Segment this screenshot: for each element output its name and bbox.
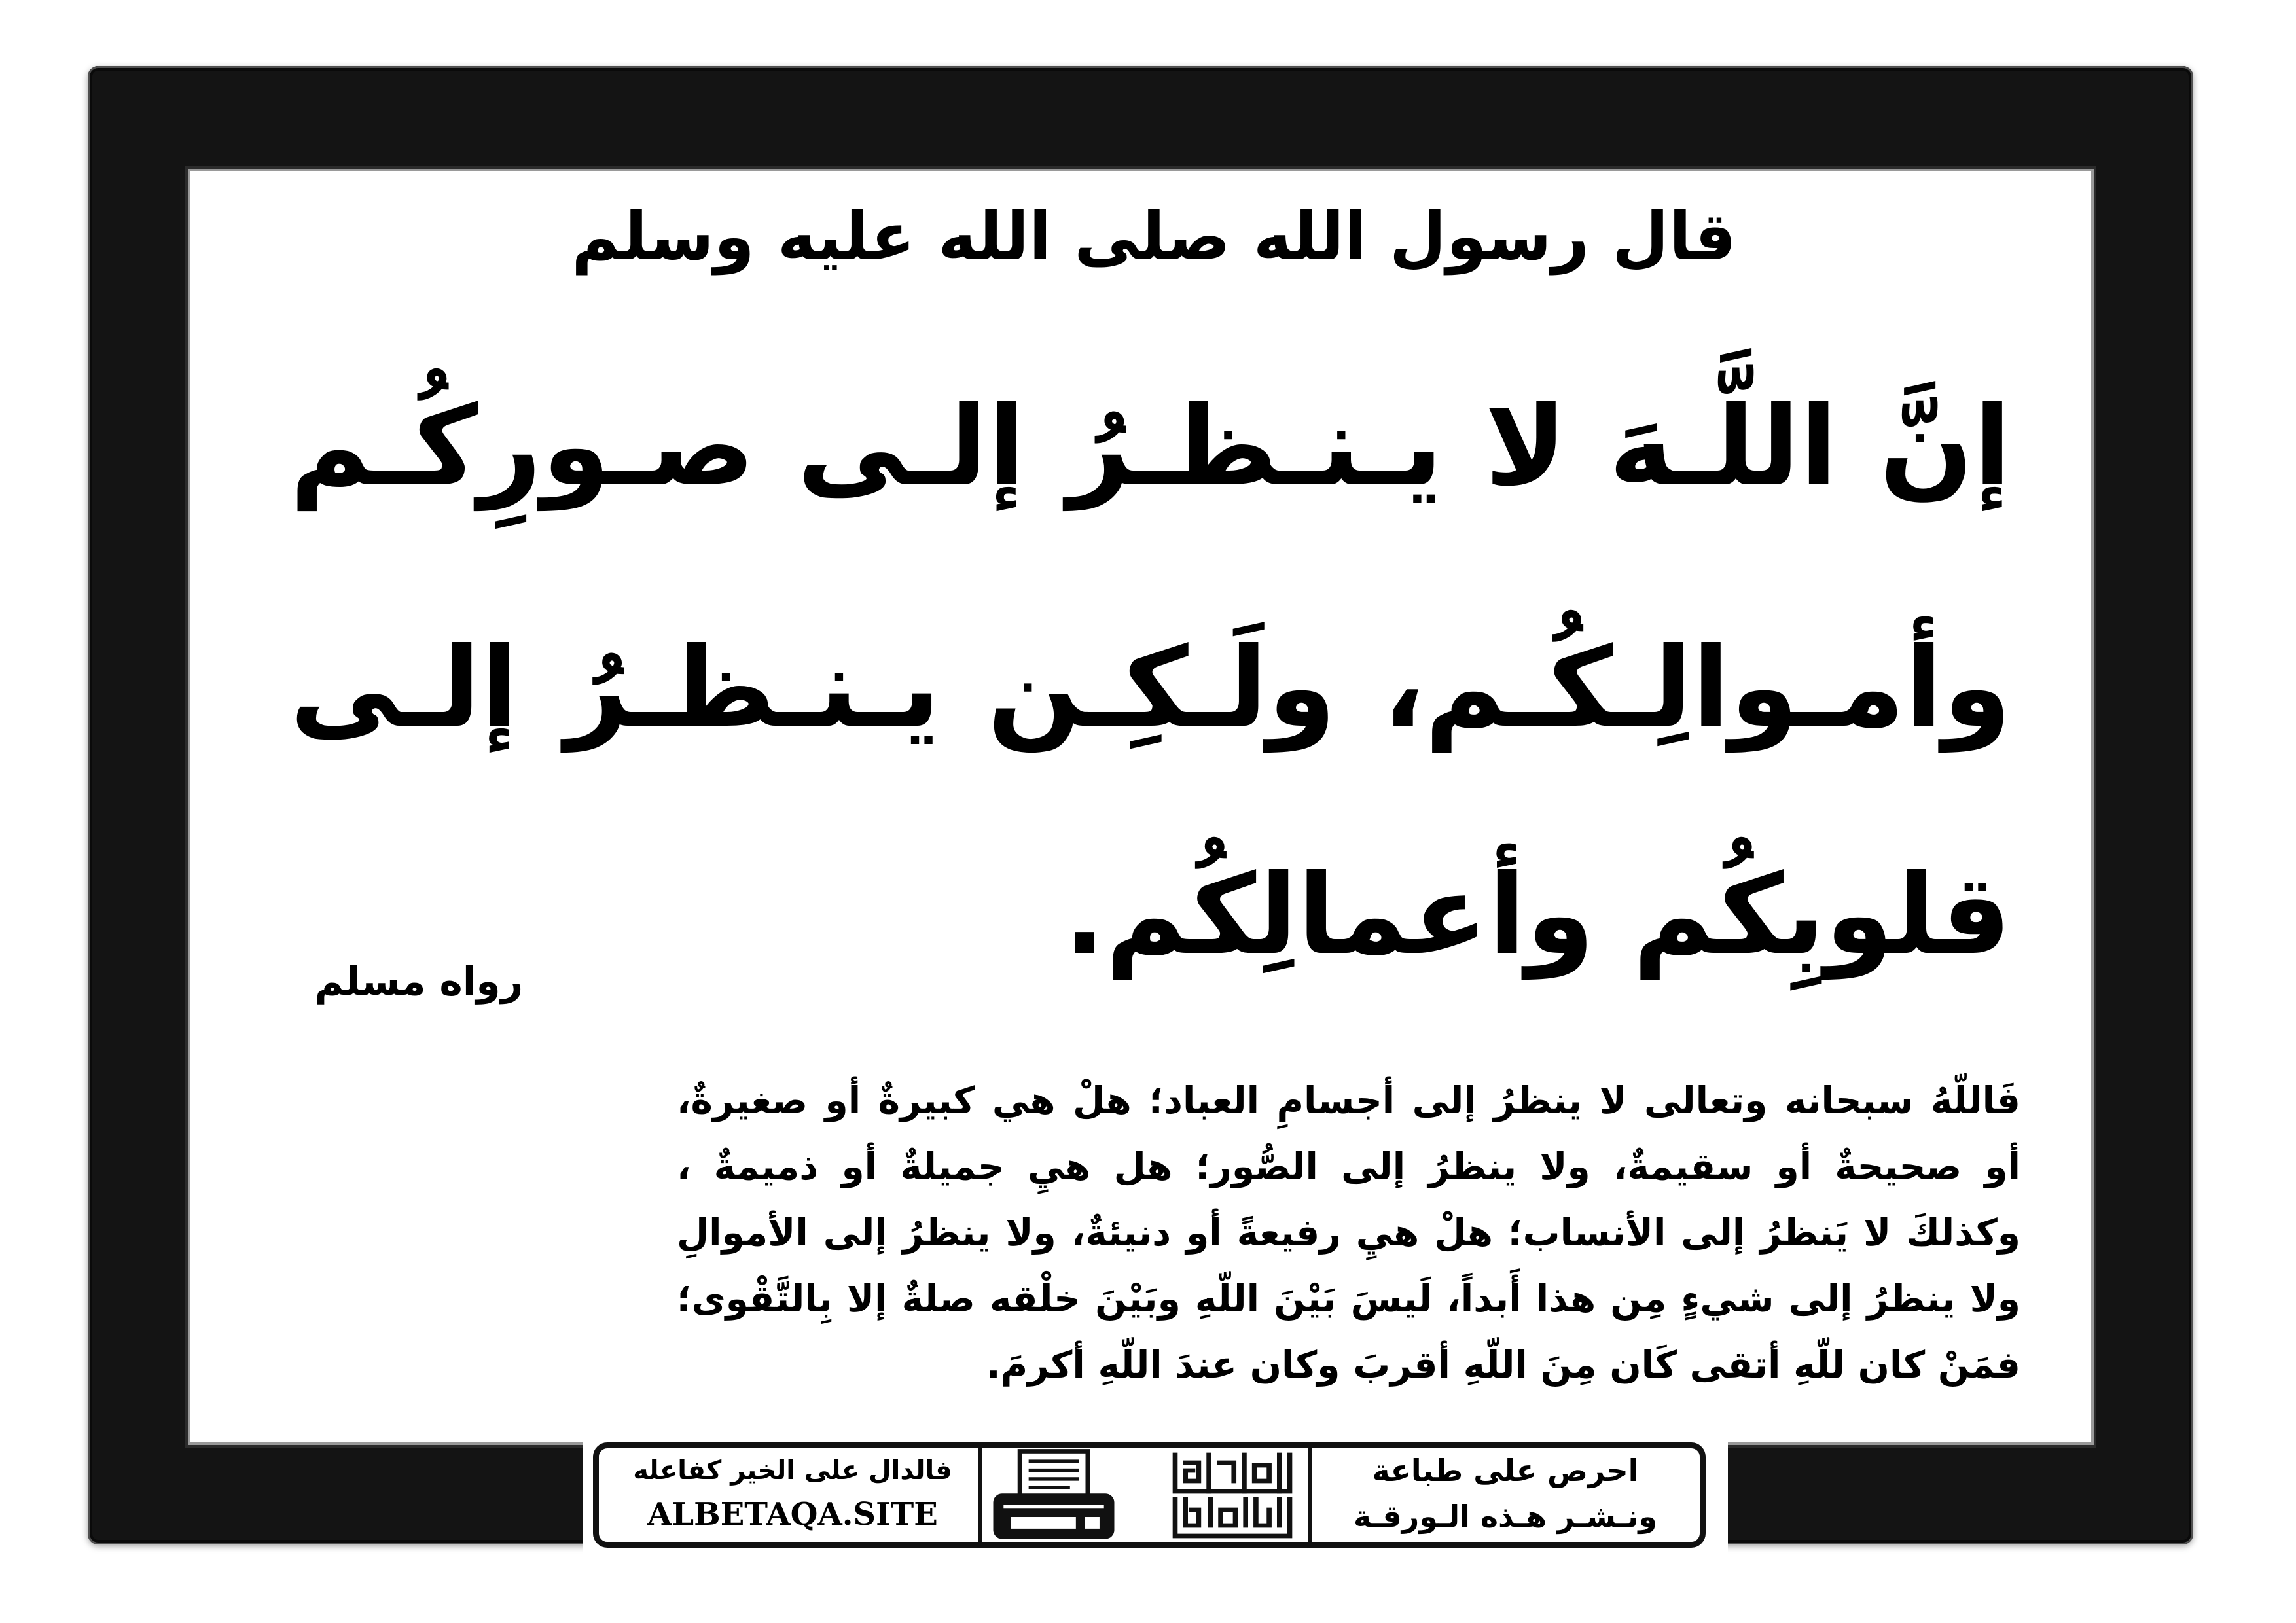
footer-website: ALBETAQA.SITE bbox=[647, 1496, 938, 1533]
footer-cta-line-2: ونـشـر هـذه الـورقـة bbox=[1354, 1499, 1657, 1534]
hadith-line-1: إنَّ اللَّـهَ لا يـنـظـرُ إلـى صـورِكُـم bbox=[290, 382, 2011, 510]
footer-divider bbox=[978, 1448, 982, 1542]
explanation-line-3: وكذلكَ لا يَنظرُ إلى الأنساب؛ هلْ هيِ رفيعةً أو دنيئةٌ، ولا ينظرُ إلى الأموالِ bbox=[677, 1211, 2020, 1255]
explanation-line-5: فمَنْ كان للّهِ أتقى كَان مِنَ اللّهِ أقربَ وكان عندَ اللّهِ أكرمَ. bbox=[986, 1344, 2020, 1387]
printer-icon bbox=[990, 1448, 1117, 1542]
explanation-line-4: ولا ينظرُ إلى شيءٍ مِن هذا أَبداً، لَيسَ بَيْنَ اللّهِ وبَيْنَ خلْقه صلةٌ إلا بِالتَّقْوى؛ bbox=[677, 1277, 2020, 1321]
hadith-line-3: قلوبِكُم وأعمالِكُم. bbox=[1063, 851, 2011, 979]
footer-banner bbox=[593, 1442, 1706, 1548]
explanation-line-1: فَاللّهُ سبحانه وتعالى لا ينظرُ إلى أجسامِ العباد؛ هلْ هي كبيرةٌ أو صغيرةٌ، bbox=[677, 1079, 2020, 1122]
footer-site-block bbox=[611, 1448, 975, 1542]
hadith-line-2: وأمـوالِـكُـم، ولَـكِـن يـنـظـرُ إلـى bbox=[290, 624, 2011, 752]
footer-cta-block bbox=[1319, 1448, 1692, 1542]
footer-divider bbox=[1308, 1448, 1312, 1542]
hadith-source: رواه مسلم bbox=[314, 959, 524, 1005]
intro-heading: قال رسول الله صلى الله عليه وسلم bbox=[571, 198, 1736, 275]
explanation-line-2: أو صحيحةٌ أو سقيمةٌ، ولا ينظرُ إلى الصُّور؛ هل هيِ جميلةٌ أو ذميمةٌ ، bbox=[677, 1145, 2020, 1188]
footer-cta-line-1: احرص على طباعة bbox=[1372, 1453, 1639, 1488]
footer-saying: فالدال على الخير كفاعله bbox=[633, 1455, 952, 1486]
kufic-logo-icon bbox=[1172, 1452, 1293, 1539]
